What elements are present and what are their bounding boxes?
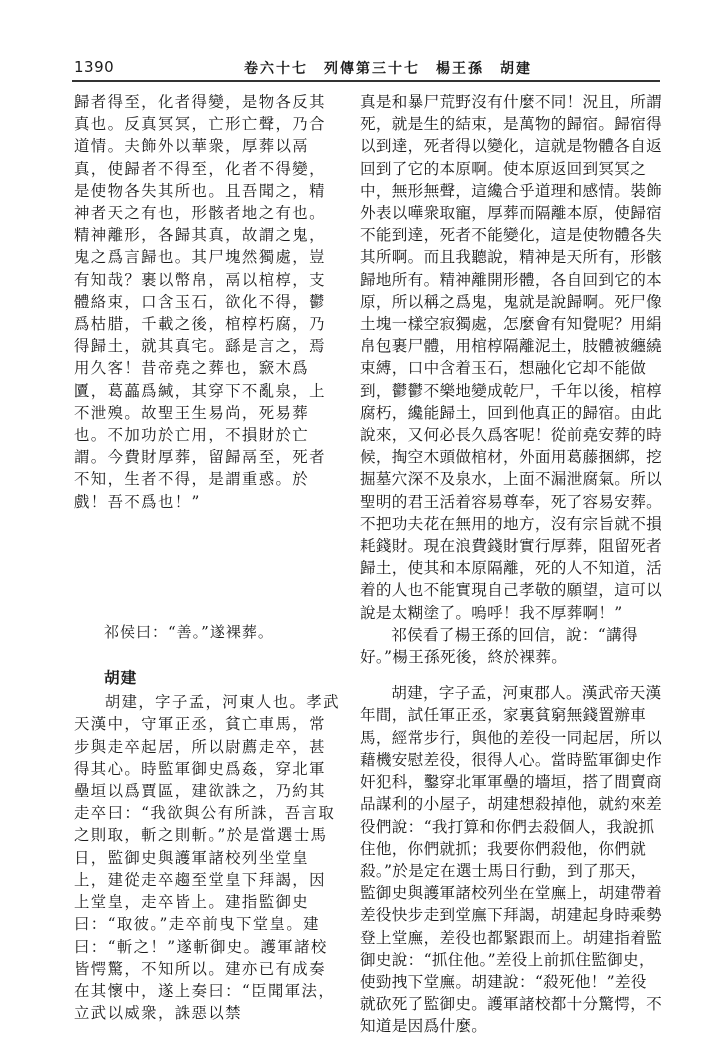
section-gap bbox=[74, 643, 342, 667]
right-column bbox=[360, 91, 662, 1038]
right-para-2: 祁侯看了楊王孫的回信，說：“講得好。”楊王孫死後，終於裸葬。 bbox=[360, 625, 638, 667]
right-para-1: 真是和暴尸荒野沒有什麼不同！況且，所謂死，就是生的結束，是萬物的歸宿。歸宿得以到達，死者得以變化，這就是物體各自返回到了它的本原啊。使本原返回到冥冥之中，無形無聲，這纔合乎道理和感情。裝飾外表以嘩衆取寵，厚葬而隔離本原，使歸宿不能到達，死者不能變化，這是使物體各失其所啊。而且我聽說，精神是天所有，形骸歸地所有。精神離開形體，各自回到它的本原，所以稱之爲鬼，鬼就是說歸啊。死尸像土塊一樣空寂獨處，怎麼會有知覺呢？用絹帛包裹尸體，用棺椁隔離泥土，肢體被纏繞束縛，口中含着玉石，想融化它却不能做到，鬱鬱不樂地變成乾尸，千年以後，棺椁腐朽，纔能歸土，回到他真正的歸宿。由此說來，又何必長久爲客呢！從前堯安葬的時候，掏空木頭做棺材，外面用葛藤捆綁，挖掘墓穴深不及泉水，上面不漏泄腐氣。所以聖明的君王活着容易尊奉，死了容易安葬。不把功夫花在無用的地方，沒有宗旨就不損耗錢財。現在浪費錢財實行厚葬，阻留死者歸土，使其和本原隔離，死的人不知道，活着的人也不能實現自己孝敬的願望，這可以說是太糊塗了。嗚呼！我不厚葬啊！” bbox=[360, 93, 662, 622]
page-number: 1390 bbox=[74, 58, 115, 76]
header-rule bbox=[72, 80, 660, 82]
left-para-2: 祁侯曰：“善。”遂裸葬。 bbox=[104, 622, 274, 641]
section-heading: 胡建 bbox=[104, 668, 138, 688]
left-para-3: 胡建，字子孟，河東人也。孝武天漢中，守軍正丞，貧亡車馬，常步與走卒起居，所以尉薦走卒，甚得其心。時監軍御史爲姦，穿北軍壘垣以爲賈區，建欲誅之，乃約其走卒曰：“我欲與公有所誅，吾言取之則取，斬之則斬。”於是當選士馬日，監御史與護軍諸校列坐堂皇上，建從走卒趨至堂皇下拜謁，因上堂皇，走卒皆上。建指監御史曰：“取彼。”走卒前曳下堂皇。建曰：“斬之！”遂斬御史。護軍諸校皆愕驚，不知所以。建亦已有成奏在其懷中，遂上奏曰：“臣聞軍法，立武以威衆，誅惡以禁 bbox=[74, 693, 340, 1023]
left-column bbox=[74, 91, 342, 1024]
right-para-3: 胡建，字子孟，河東郡人。漢武帝天漢年間，試任軍正丞，家裏貧窮無錢置辦車馬，經常步行，與他的差役一同起居，所以藉機安慰差役，很得人心。當時監軍御史作奸犯科，鑿穿北軍軍壘的墻垣，搭了間賣商品謀利的小屋子，胡建想殺掉他，就約來差役們說：“我打算和你們去殺個人，我說抓住他，你們就抓；我要你們殺他，你們就殺。”於是定在選士馬日行動，到了那天，監御史與護軍諸校列坐在堂廡上，胡建帶着差役快步走到堂廡下拜謁，胡建起身時乘勢登上堂廡，差役也都緊跟而上。胡建指着監御史說：“抓住他。”差役上前抓住監御史，使勁拽下堂廡。胡建說：“殺死他！”差役就砍死了監御史。護軍諸校都十分驚愕，不知道是因爲什麼。 bbox=[360, 684, 662, 1036]
column-gap bbox=[74, 513, 342, 621]
section-gap-right bbox=[360, 668, 662, 682]
left-para-1: 歸者得至，化者得變，是物各反其真也。反真冥冥，亡形亡聲，乃合道情。夫飾外以華衆，厚葬以鬲真，使歸者不得至，化者不得變，是使物各失其所也。且吾聞之，精神者天之有也，形骸者地之有也。精神離形，各歸其真，故謂之鬼，鬼之爲言歸也。其尸塊然獨處，豈有知哉？裹以幣帛，鬲以棺椁，支體絡束，口含玉石，欲化不得，鬱爲枯腊，千載之後，棺椁朽腐，乃得歸土，就其真宅。繇是言之，焉用久客！昔帝堯之葬也，窾木爲匵，葛藟爲緘，其穿下不亂泉，上不泄殠。故聖王生易尚，死易葬也。不加功於亡用，不損財於亡謂。今費財厚葬，留歸鬲至，死者不知，生者不得，是謂重惑。於戲！吾不爲也！” bbox=[74, 93, 326, 511]
running-title: 卷六十七 列傳第三十七 楊王孫 胡建 bbox=[244, 61, 532, 77]
